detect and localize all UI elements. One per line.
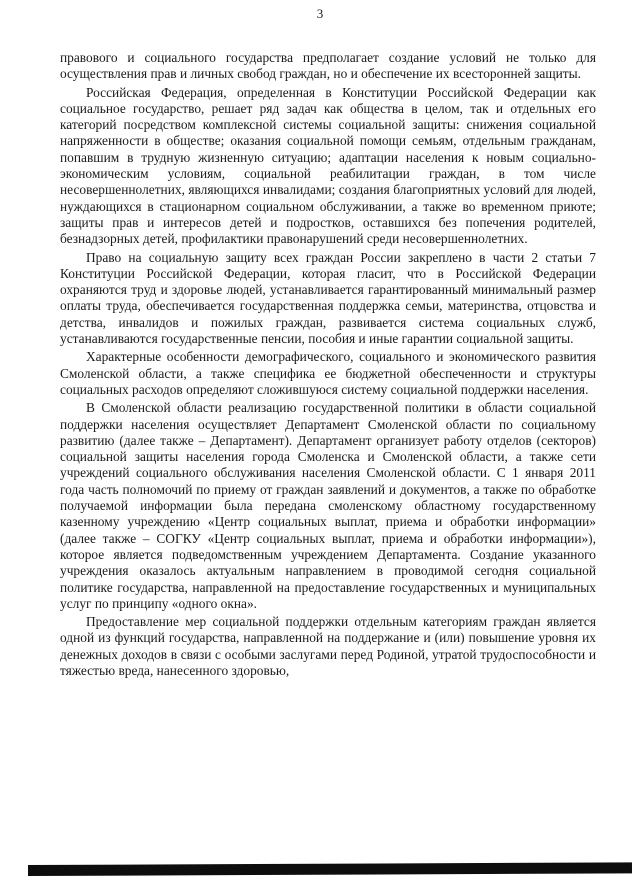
document-body [60,50,596,679]
paragraph-support-measures: Предоставление мер социальной поддержки отдельным категориям граждан является одной из функций государства, направленной на поддержание и (или) повышение уровня их денежных доходов в связи с особыми заслугами перед Родиной, утратой трудоспособности и тяжестью вреда, нанесенного здоровью, [60,614,596,678]
scan-edge-rule [28,862,632,876]
paragraph-continued: правового и социального государства предполагает создание условий не только для осуществления прав и личных свобод граждан, но и обеспечение их всесторонней защиты. [60,50,596,82]
page-number: 3 [316,6,324,21]
paragraph-constitution-article-7: Право на социальную защиту всех граждан России закреплено в части 2 статьи 7 Конституции Российской Федерации, которая гласит, что в Российской Федерации охраняются труд и здоровье людей, устанавливается гарантированный минимальный размер оплаты труда, обеспечивается государственная поддержка семьи, материнства, отцовства и детства, инвалидов и пожилых граждан, развивается система социальных служб, устанавливаются государственные пенсии, пособия и иные гарантии социальной защиты. [60,249,596,347]
paragraph-smolensk-features: Характерные особенности демографического, социального и экономического развития Смоленской области, а также специфика ее бюджетной обеспеченности и структуры социальных расходов определяют сложившуюся систему социальной поддержки населения. [60,349,596,397]
paragraph-department: В Смоленской области реализацию государственной политики в области социальной поддержки населения осуществляет Департамент Смоленской области по социальному развитию (далее также – Департамент). Департамент организует работу отделов (секторов) социальной защиты населения города Смоленска и Смоленской области, а также сети учреждений социального обслуживания населения Смоленской области. С 1 января 2011 года часть полномочий по приему от граждан заявлений и документов, а также по обработке получаемой информации была передана смоленскому областному государственному казенному учреждению «Центр социальных выплат, приема и обработки информации» (далее также – СОГКУ «Центр социальных выплат, приема и обработки информации»), которое является подведомственным учреждением Департамента. Создание указанного учреждения оказалось актуальным направлением в проводимой сегодня социальной политике государства, направленной на предоставление государственных и муниципальных услуг по принципу «одного окна». [60,400,596,611]
paragraph-social-state: Российская Федерация, определенная в Конституции Российской Федерации как социальное государство, решает ряд задач как общества в целом, так и отдельных его категорий посредством комплексной системы социальной защиты: снижения социальной напряженности в обществе; оказания социальной помощи семьям, отдельным гражданам, попавшим в трудную жизненную ситуацию; адаптации населения к новым социально-экономическим условиям, социальной реабилитации граждан, в том числе несовершеннолетних, являющихся инвалидами; создания благоприятных условий для людей, нуждающихся в стационарном социальном обслуживании, а также во временном приюте; защиты прав и интересов детей и подростков, оставшихся без попечения родителей, безнадзорных детей, профилактики правонарушений среди несовершеннолетних. [60,84,596,247]
